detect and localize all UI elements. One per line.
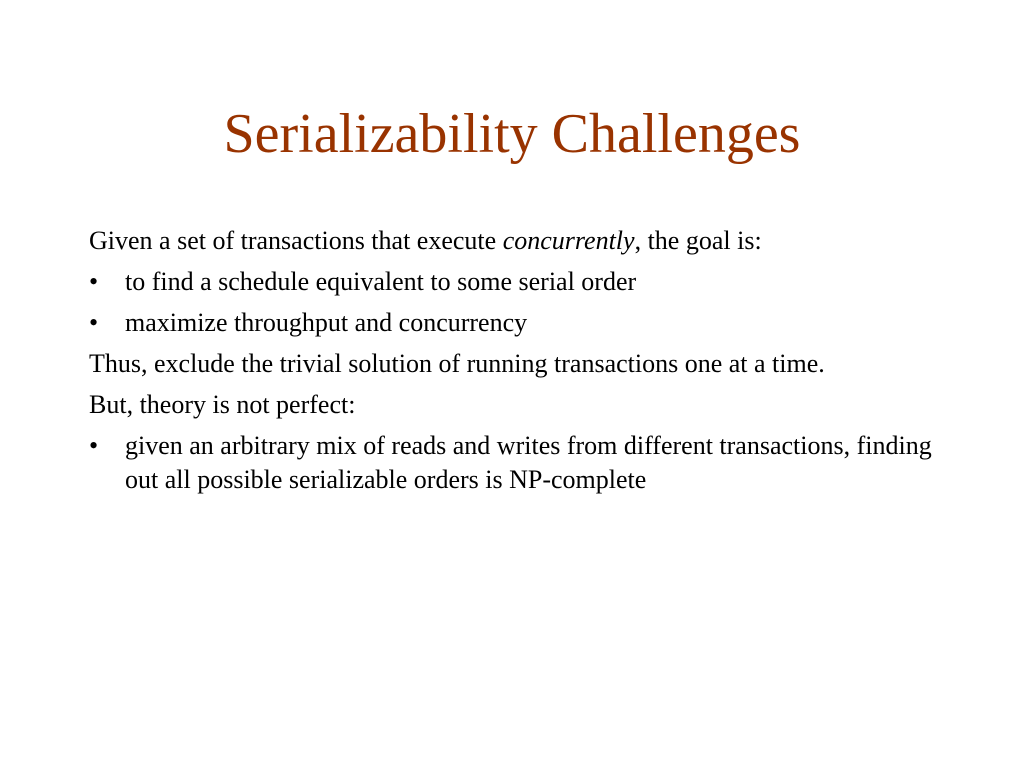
intro-emphasis: concurrently xyxy=(502,226,635,255)
bullet-text: to find a schedule equivalent to some serial order xyxy=(125,267,637,296)
bullet-marker: • xyxy=(89,308,99,337)
thus-paragraph: Thus, exclude the trivial solution of running transactions one at a time. xyxy=(89,349,825,378)
intro-paragraph xyxy=(89,224,969,258)
slide-body xyxy=(89,224,969,504)
bullet-marker: • xyxy=(89,431,99,460)
bullet-item xyxy=(89,429,969,497)
slide-title: Serializability Challenges xyxy=(223,103,801,165)
bullet-text: given an arbitrary mix of reads and writes from different transactions, finding out all possible serializable orders is NP-complete xyxy=(125,431,932,494)
intro-text-before: Given a set of transactions that execute xyxy=(89,226,503,255)
bullet-text: maximize throughput and concurrency xyxy=(125,308,528,337)
bullet-item xyxy=(89,265,969,299)
bullet-marker: • xyxy=(89,267,99,296)
but-paragraph: But, theory is not perfect: xyxy=(89,390,356,419)
intro-text-after: , the goal is: xyxy=(634,226,762,255)
bullet-item xyxy=(89,306,969,340)
